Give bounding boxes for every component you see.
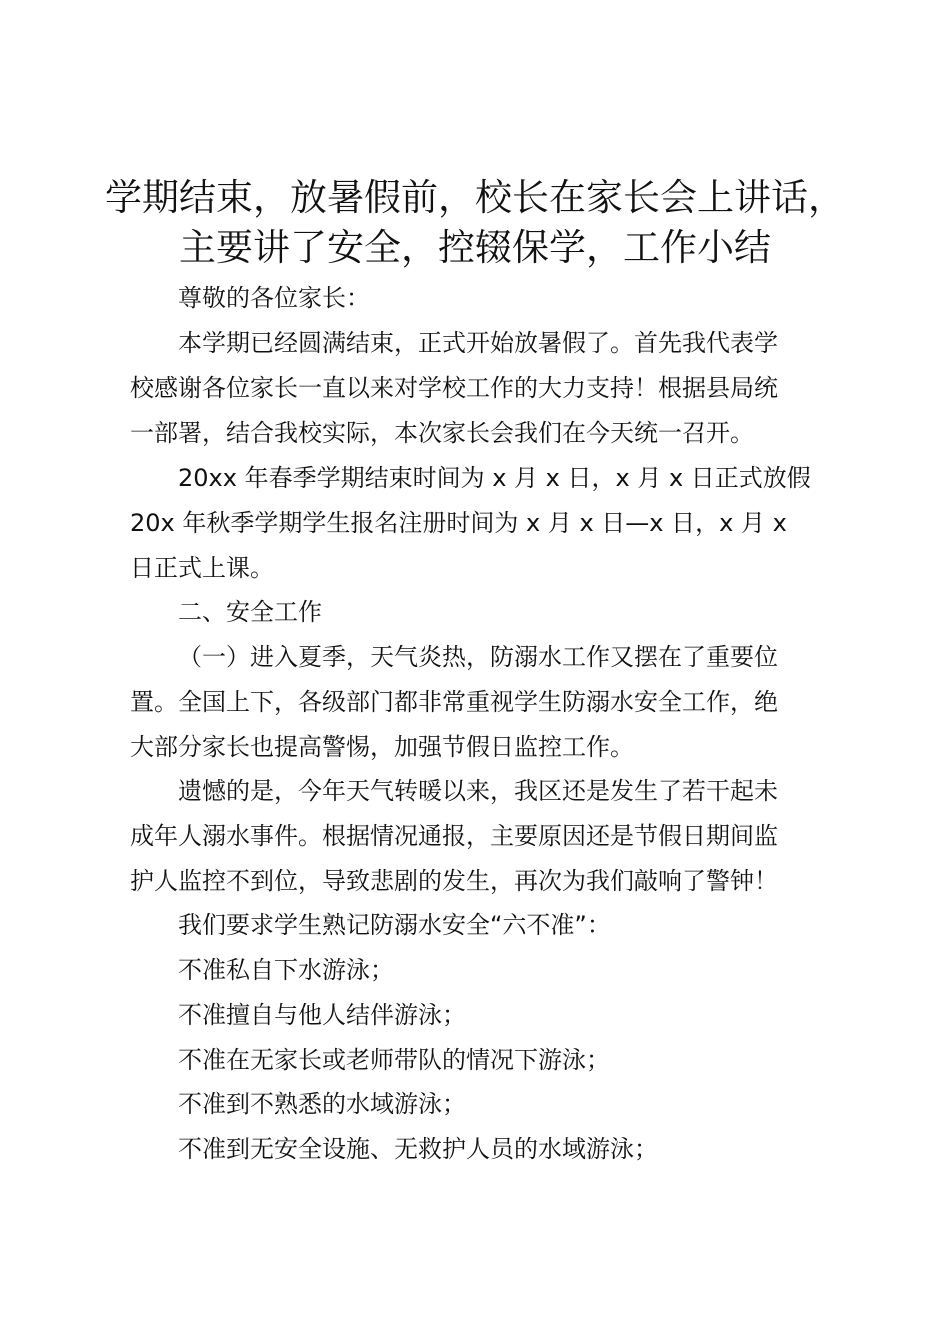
rule-item: 不准在无家长或老师带队的情况下游泳； [178,1045,610,1074]
paragraph-2 [130,456,850,590]
paragraph-3-line: 置。全国上下，各级部门都非常重视学生防溺水安全工作，绝 [130,687,778,716]
paragraph-4-line: 遗憾的是，今年天气转暖以来，我区还是发生了若干起未 [178,777,778,805]
rules-list [130,948,850,1172]
rule-item: 不准到不熟悉的水域游泳； [178,1090,466,1119]
paragraph-5 [130,903,850,948]
paragraph-3-line: （一）进入夏季，天气炎热，防溺水工作又摆在了重要位 [178,643,778,671]
paragraph-4-line: 成年人溺水事件。根据情况通报，主要原因还是节假日期间监 [130,821,778,850]
rule-item: 不准到无安全设施、无救护人员的水域游泳； [178,1135,658,1164]
paragraph-1-line: 一部署，结合我校实际，本次家长会我们在今天统一召开。 [130,418,754,447]
paragraph-3 [130,635,850,769]
rule-item: 不准私自下水游泳； [178,956,394,984]
paragraph-4-line: 护人监控不到位，导致悲剧的发生，再次为我们敲响了警钟！ [130,866,778,895]
paragraph-2-line: 日正式上课。 [130,553,274,582]
paragraph-4 [130,769,850,903]
paragraph-1 [130,321,850,455]
document-title-line-2: 主要讲了安全，控辍保学，工作小结 [179,226,771,269]
greeting-text: 尊敬的各位家长： [178,284,370,312]
rule-item: 不准擅自与他人结伴游泳； [178,1000,466,1029]
paragraph-2-line: 20x 年秋季学期学生报名注册时间为 x 月 x 日—x 日，x 月 x [130,508,787,537]
greeting [130,276,850,321]
paragraph-1-line: 校感谢各位家长一直以来对学校工作的大力支持！根据县局统 [130,373,778,402]
paragraph-1-line: 本学期已经圆满结束，正式开始放暑假了。首先我代表学 [178,329,778,357]
paragraph-5-text: 我们要求学生熟记防溺水安全“六不准”： [178,911,611,939]
section-2-heading [130,590,850,635]
section-heading-text: 二、安全工作 [178,598,322,626]
document-title-line-1: 学期结束，放暑假前，校长在家长会上讲话， [105,176,845,219]
paragraph-2-line: 20xx 年春季学期结束时间为 x 月 x 日，x 月 x 日正式放假 [178,464,811,492]
paragraph-3-line: 大部分家长也提高警惕，加强节假日监控工作。 [130,732,634,761]
